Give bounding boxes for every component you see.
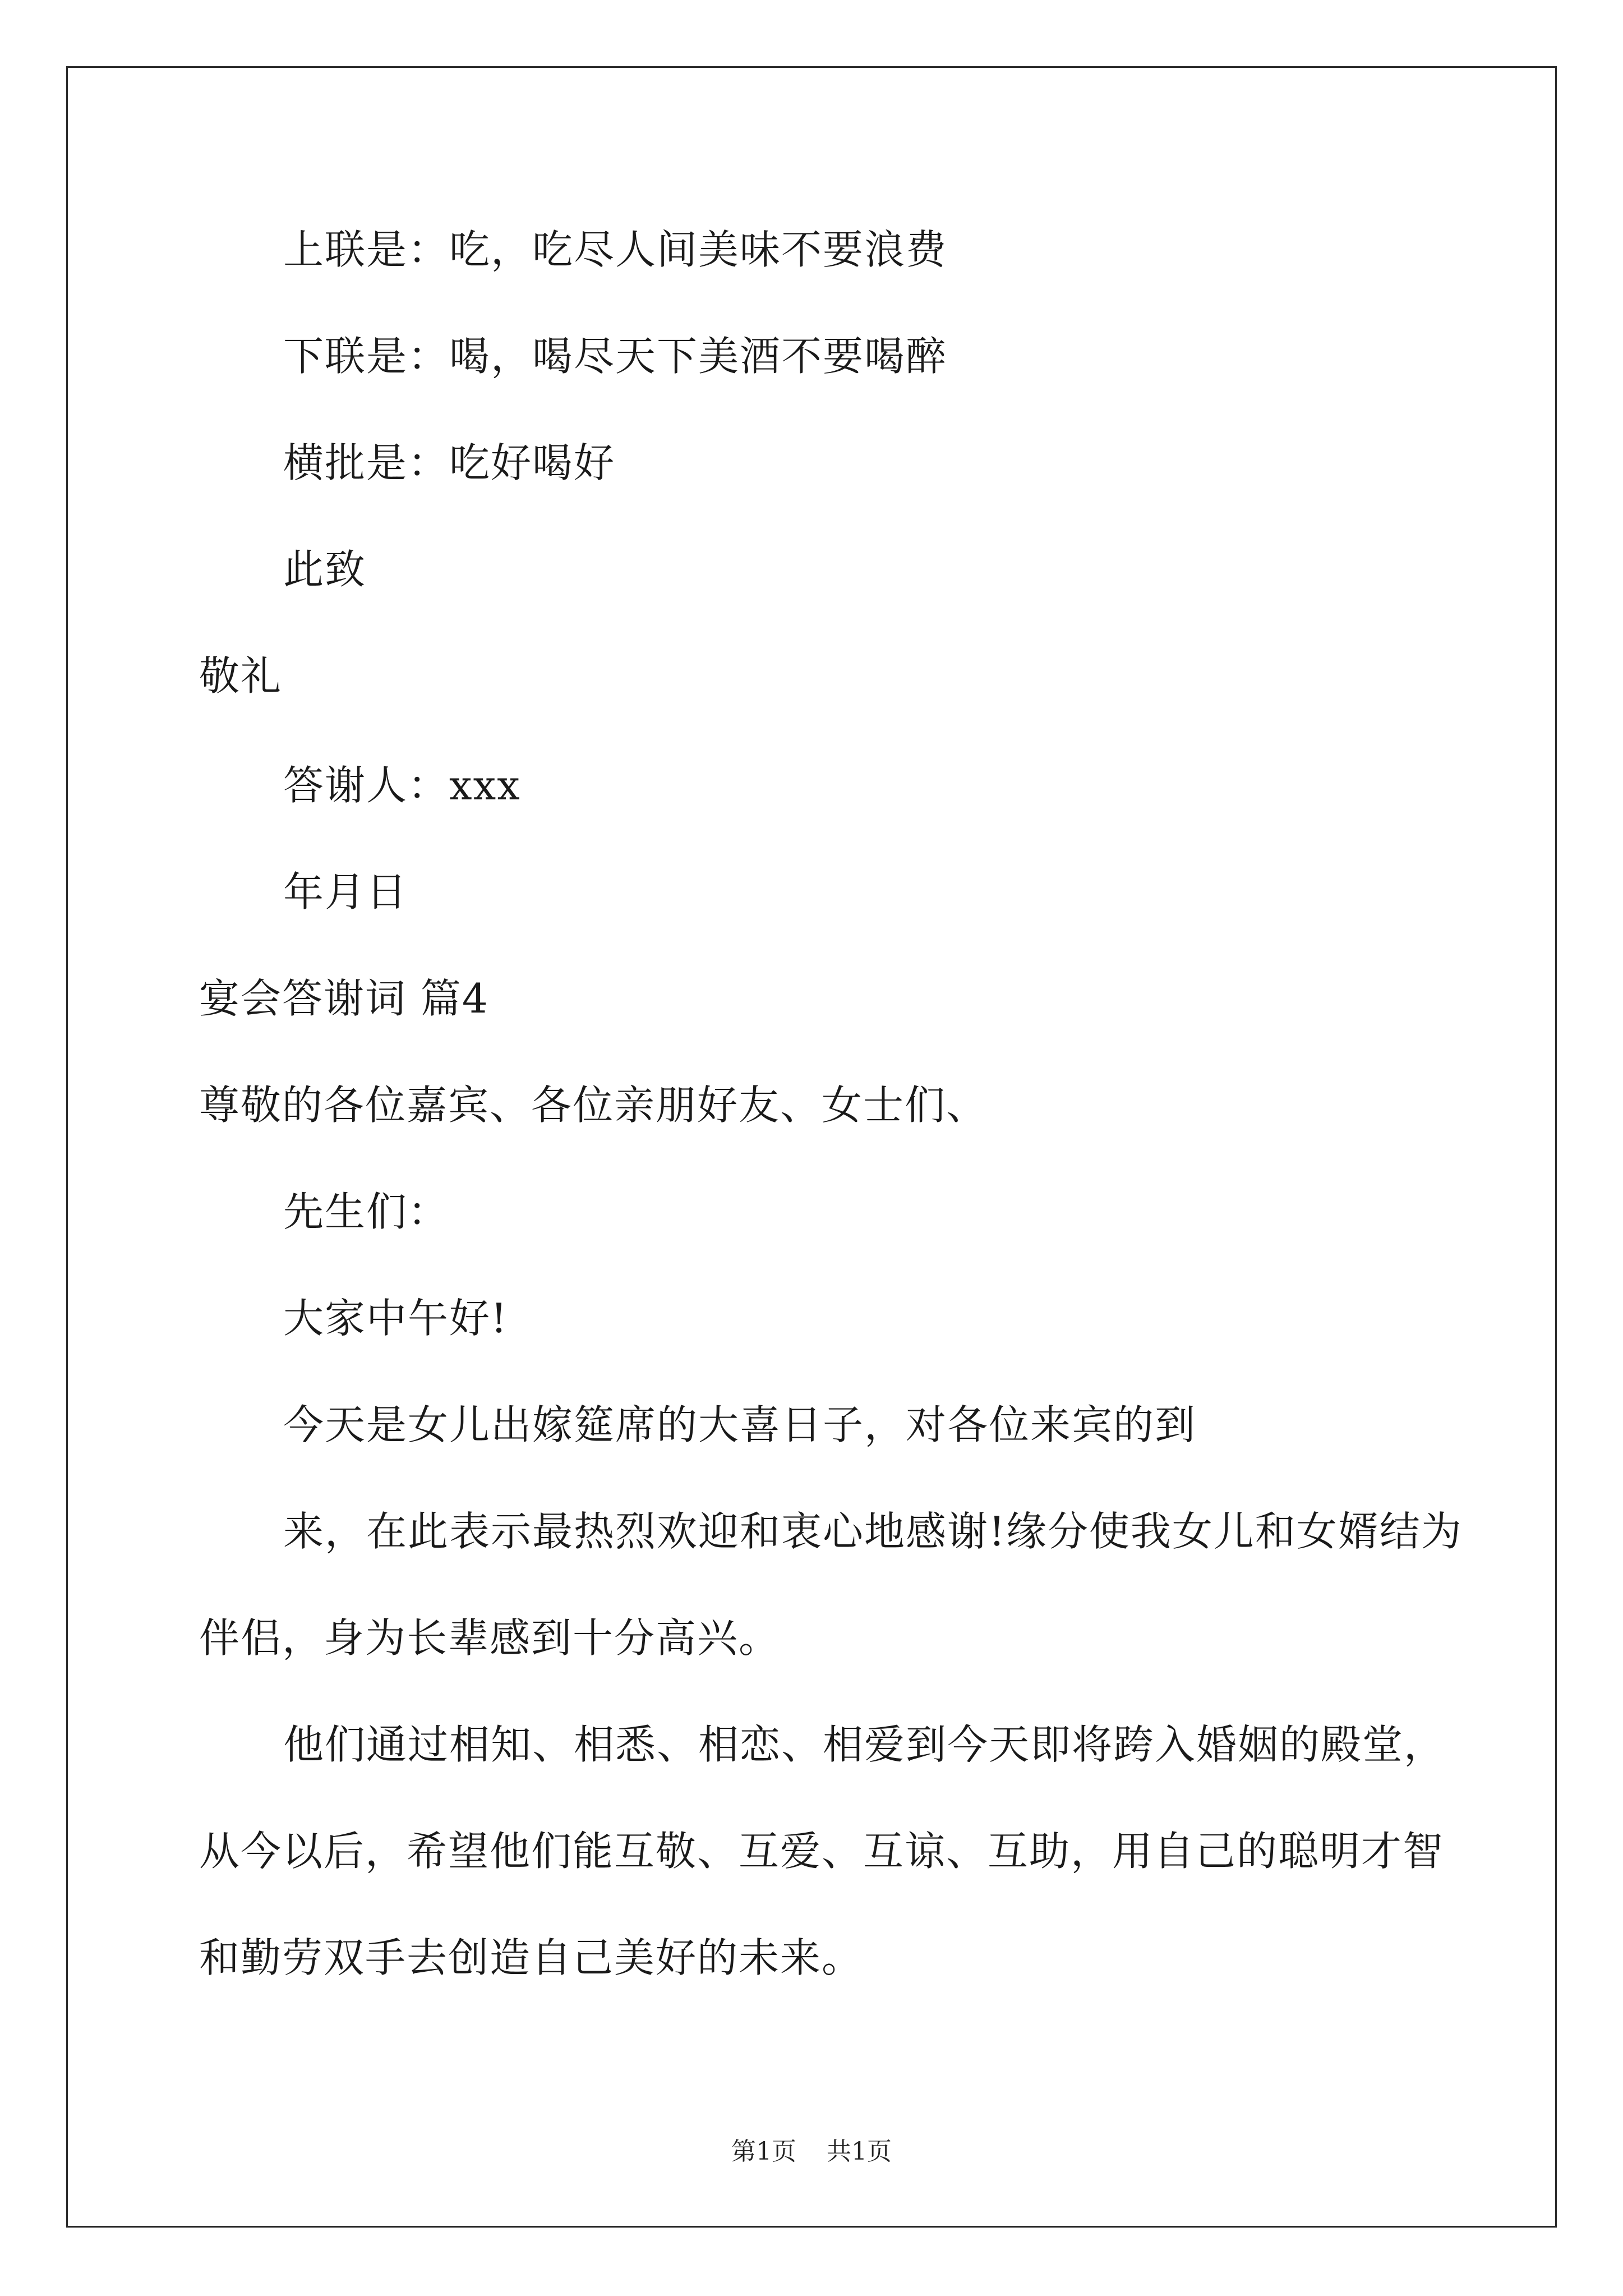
couplet-lower: 下联是：喝，喝尽天下美酒不要喝醉 [283,333,948,380]
paragraph-3-line-1: 他们通过相知、相悉、相恋、相爱到今天即将跨入婚姻的殿堂， [283,1721,1446,1768]
page-border [66,66,1557,2228]
paragraph-2-line-1: 来，在此表示最热烈欢迎和衷心地感谢!缘分使我女儿和女婿结为 [283,1508,1463,1555]
closing-salutation: 此致 [283,546,367,593]
date-line: 年月日 [283,868,408,915]
good-noon-line: 大家中午好! [283,1295,508,1342]
greeting-line: 尊敬的各位嘉宾、各位亲朋好友、女士们、 [199,1082,988,1129]
section-heading: 宴会答谢词 篇4 [199,975,489,1022]
paragraph-1-line-1: 今天是女儿出嫁筵席的大喜日子，对各位来宾的到 [283,1401,1197,1448]
couplet-horizontal: 横批是：吃好喝好 [283,439,616,486]
paragraph-2-line-2: 伴侣，身为长辈感到十分高兴。 [199,1614,781,1662]
couplet-upper: 上联是：吃，吃尽人间美味不要浪费 [283,226,948,273]
page-number-total: 共1页 [827,2137,892,2166]
signature-line: 答谢人：xxx [283,762,521,809]
paragraph-3-line-3: 和勤劳双手去创造自己美好的未来。 [199,1934,864,1981]
closing-regards: 敬礼 [199,652,283,700]
page-number-current: 第1页 [731,2137,796,2166]
paragraph-3-line-2: 从今以后，希望他们能互敬、互爱、互谅、互助，用自己的聪明才智 [199,1828,1445,1875]
page-footer [0,2136,1623,2168]
greeting-continuation: 先生们： [283,1188,450,1235]
